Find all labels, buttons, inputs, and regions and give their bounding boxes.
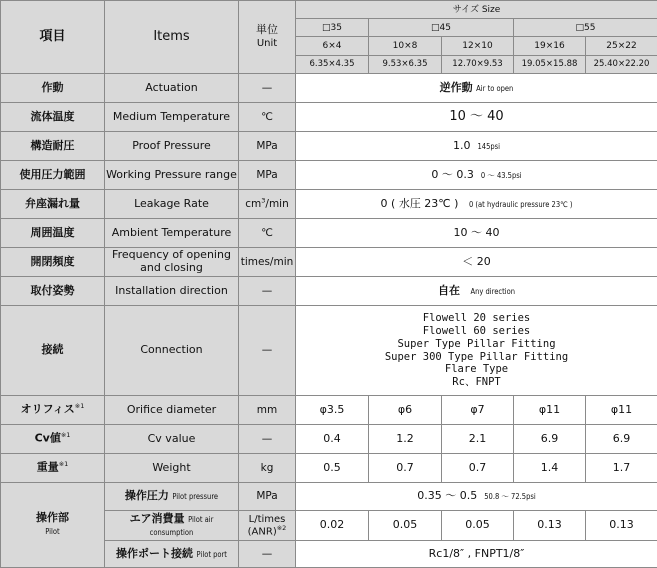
row-connection bbox=[1, 306, 657, 396]
size-group-35: □35 bbox=[296, 19, 369, 37]
row-label-jp: 重量$^{※1}$ bbox=[1, 454, 105, 483]
row-unit: MPa bbox=[239, 132, 296, 161]
value-cell: 6.9 bbox=[586, 425, 657, 454]
row-value: 0 ( 水圧 23℃ ) 0 (at hydraulic pressure 23℃ ) bbox=[296, 190, 657, 219]
row-unit: L/times (ANR)$^{※2}$ bbox=[239, 511, 296, 541]
row-label-en: Proof Pressure bbox=[105, 132, 239, 161]
row-value: 1.0 145psi bbox=[296, 132, 657, 161]
value-cell: φ11 bbox=[586, 396, 657, 425]
value-cell: 0.02 bbox=[296, 511, 369, 541]
row-weight bbox=[1, 454, 657, 483]
row-unit: $cm^3/\min$ bbox=[239, 190, 296, 219]
row-unit: — bbox=[239, 425, 296, 454]
connection-item: Flowell 20 series bbox=[422, 312, 531, 325]
size-group-55: □55 bbox=[514, 19, 657, 37]
size-group-45: □45 bbox=[369, 19, 514, 37]
pilot-sub-label: 操作ポート接続 Pilot port bbox=[105, 541, 239, 568]
tube-size-cell: 19×16 19.05×15.88 bbox=[514, 37, 586, 74]
header-item-jp: 項目 bbox=[1, 1, 105, 74]
row-medium-temperature bbox=[1, 103, 657, 132]
row-value: 10 〜 40 bbox=[296, 219, 657, 248]
row-label-en: Installation direction bbox=[105, 277, 239, 306]
row-label-jp: 取付姿勢 bbox=[1, 277, 105, 306]
row-frequency bbox=[1, 248, 657, 277]
row-working-pressure bbox=[1, 161, 657, 190]
row-label-jp: 弁座漏れ量 bbox=[1, 190, 105, 219]
tube-size-cell: 12×10 12.70×9.53 bbox=[442, 37, 514, 74]
value-cell: 1.2 bbox=[369, 425, 442, 454]
connection-item: Rc、FNPT bbox=[452, 376, 501, 389]
header-item-en: Items bbox=[105, 1, 239, 74]
row-unit: MPa bbox=[239, 161, 296, 190]
row-unit: ℃ bbox=[239, 103, 296, 132]
value-cell: φ3.5 bbox=[296, 396, 369, 425]
row-installation bbox=[1, 277, 657, 306]
row-unit: MPa bbox=[239, 483, 296, 511]
row-value: 0.35 〜 0.5 50.8 〜 72.5psi bbox=[296, 483, 657, 511]
value-cell: 2.1 bbox=[442, 425, 514, 454]
connection-item: Flare Type bbox=[444, 363, 509, 376]
row-value: 自在 Any direction bbox=[296, 277, 657, 306]
row-label-en: Cv value bbox=[105, 425, 239, 454]
row-unit: — bbox=[239, 277, 296, 306]
row-label-jp: Cv値$^{※1}$ bbox=[1, 425, 105, 454]
tube-size-cell: 10×8 9.53×6.35 bbox=[369, 37, 442, 74]
row-label-en: Medium Temperature bbox=[105, 103, 239, 132]
row-cv bbox=[1, 425, 657, 454]
value-cell: φ6 bbox=[369, 396, 442, 425]
row-label-en: Weight bbox=[105, 454, 239, 483]
value-cell: 0.05 bbox=[369, 511, 442, 541]
value-cell: 6.9 bbox=[514, 425, 586, 454]
row-label-jp: 周囲温度 bbox=[1, 219, 105, 248]
row-label-jp: 流体温度 bbox=[1, 103, 105, 132]
row-unit: times/min bbox=[239, 248, 296, 277]
row-pilot-pressure bbox=[1, 483, 657, 511]
tube-size-cell: 25×22 25.40×22.20 bbox=[586, 37, 657, 74]
value-cell: 0.13 bbox=[586, 511, 657, 541]
connection-item: Flowell 60 series bbox=[422, 324, 531, 337]
row-label-jp: 開閉頻度 bbox=[1, 248, 105, 277]
row-label-en: Orifice diameter bbox=[105, 396, 239, 425]
row-unit: — bbox=[239, 541, 296, 568]
row-label-en: Ambient Temperature bbox=[105, 219, 239, 248]
connection-item: Super 300 Type Pillar Fitting bbox=[384, 350, 569, 363]
value-cell: 0.13 bbox=[514, 511, 586, 541]
value-cell: 0.05 bbox=[442, 511, 514, 541]
row-orifice bbox=[1, 396, 657, 425]
pilot-sub-label: エア消費量 Pilot air consumption bbox=[105, 511, 239, 541]
value-cell: 0.7 bbox=[369, 454, 442, 483]
row-unit: — bbox=[239, 74, 296, 103]
connection-list bbox=[296, 306, 657, 396]
value-cell: 0.7 bbox=[442, 454, 514, 483]
row-label-en: Actuation bbox=[105, 74, 239, 103]
row-label-jp: オリフィス$^{※1}$ bbox=[1, 396, 105, 425]
row-label-en: Connection bbox=[105, 306, 239, 396]
value-cell: φ11 bbox=[514, 396, 586, 425]
header-unit: 単位 Unit bbox=[239, 1, 296, 74]
row-unit: kg bbox=[239, 454, 296, 483]
row-leakage-rate bbox=[1, 190, 657, 219]
row-unit: — bbox=[239, 306, 296, 396]
pilot-label: 操作部 Pilot bbox=[1, 483, 105, 568]
value-cell: 1.7 bbox=[586, 454, 657, 483]
row-value: 10 〜 40 bbox=[296, 103, 657, 132]
value-cell: φ7 bbox=[442, 396, 514, 425]
row-label-en: Leakage Rate bbox=[105, 190, 239, 219]
row-label-jp: 使用圧力範囲 bbox=[1, 161, 105, 190]
row-label-en: Frequency of opening and closing bbox=[105, 248, 239, 277]
row-label-jp: 構造耐圧 bbox=[1, 132, 105, 161]
header-size: サイズ Size bbox=[296, 1, 657, 19]
value-cell: 0.5 bbox=[296, 454, 369, 483]
tube-size-cell: 6×4 6.35×4.35 bbox=[296, 37, 369, 74]
row-value: 0 〜 0.3 0 〜 43.5psi bbox=[296, 161, 657, 190]
pilot-sub-label: 操作圧力 Pilot pressure bbox=[105, 483, 239, 511]
row-unit: ℃ bbox=[239, 219, 296, 248]
row-label-en: Working Pressure range bbox=[105, 161, 239, 190]
row-proof-pressure bbox=[1, 132, 657, 161]
row-unit: mm bbox=[239, 396, 296, 425]
row-label-jp: 接続 bbox=[1, 306, 105, 396]
value-cell: 0.4 bbox=[296, 425, 369, 454]
row-value: 逆作動 Air to open bbox=[296, 74, 657, 103]
value-cell: 1.4 bbox=[514, 454, 586, 483]
row-ambient-temperature bbox=[1, 219, 657, 248]
row-value: ＜ 20 bbox=[296, 248, 657, 277]
row-actuation bbox=[1, 74, 657, 103]
row-value: Rc1/8″ , FNPT1/8″ bbox=[296, 541, 657, 568]
row-label-jp: 作動 bbox=[1, 74, 105, 103]
connection-item: Super Type Pillar Fitting bbox=[397, 337, 556, 350]
